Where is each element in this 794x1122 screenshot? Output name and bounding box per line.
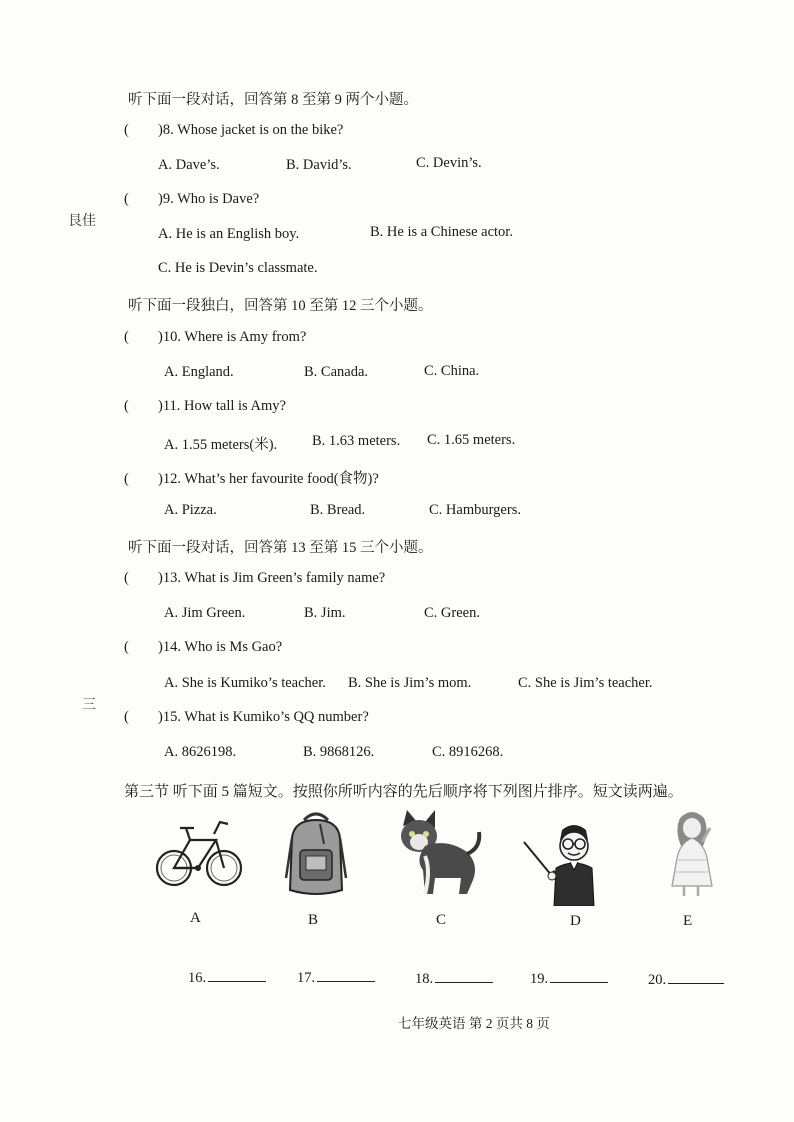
question-stem: )15. What is Kumiko’s QQ number? xyxy=(158,709,369,725)
q10-option-a: A. England. xyxy=(164,364,234,380)
answer-paren[interactable]: ( xyxy=(124,329,129,345)
q15-option-c: C. 8916268. xyxy=(432,744,504,760)
q12-option-b: B. Bread. xyxy=(310,502,366,518)
question-10 xyxy=(124,329,306,346)
q9-option-b: B. He is a Chinese actor. xyxy=(370,224,513,240)
q9-option-c: C. He is Devin’s classmate. xyxy=(158,260,318,276)
picture-e-label: E xyxy=(683,913,693,929)
question-14 xyxy=(124,639,282,656)
question-stem: )11. How tall is Amy? xyxy=(158,398,286,414)
answer-18 xyxy=(415,971,493,988)
answer-17 xyxy=(297,970,375,987)
q13-option-c: C. Green. xyxy=(424,605,480,621)
picture-a-label: A xyxy=(190,910,201,926)
answer-paren[interactable]: ( xyxy=(124,639,129,655)
answer-blank[interactable] xyxy=(317,981,375,982)
part-b-intro: 听下面一段独白，回答第 10 至第 12 三个小题。 xyxy=(128,298,433,314)
q11-option-c: C. 1.65 meters. xyxy=(427,432,516,448)
answer-paren[interactable]: ( xyxy=(124,398,129,414)
picture-c-label: C xyxy=(436,912,447,928)
part-c-intro: 听下面一段对话，回答第 13 至第 15 三个小题。 xyxy=(128,540,433,556)
q14-option-c: C. She is Jim’s teacher. xyxy=(518,675,653,691)
q9-option-a: A. He is an English boy. xyxy=(158,226,300,242)
answer-paren[interactable]: ( xyxy=(124,122,129,138)
girl-icon xyxy=(662,808,722,898)
q10-option-b: B. Canada. xyxy=(304,364,369,380)
question-stem: )8. Whose jacket is on the bike? xyxy=(158,122,344,138)
question-stem: )9. Who is Dave? xyxy=(158,191,260,207)
question-8 xyxy=(124,122,343,139)
answer-paren[interactable]: ( xyxy=(124,709,129,725)
part-a-intro: 听下面一段对话，回答第 8 至第 9 两个小题。 xyxy=(128,92,418,108)
answer-19 xyxy=(530,971,608,988)
section3-title: 第三节 听下面 5 篇短文。按照你所听内容的先后顺序将下列图片排序。短文读两遍。 xyxy=(124,784,683,800)
margin-name-mark: 艮佳 xyxy=(68,214,96,229)
answer-number: 20. xyxy=(648,972,667,988)
question-11 xyxy=(124,398,286,415)
q14-option-a: A. She is Kumiko’s teacher. xyxy=(164,675,326,691)
answer-20 xyxy=(648,972,724,989)
backpack-icon xyxy=(280,808,352,898)
answer-blank[interactable] xyxy=(435,982,493,983)
picture-d-label: D xyxy=(570,913,581,929)
answer-paren[interactable]: ( xyxy=(124,191,129,207)
q11-option-b: B. 1.63 meters. xyxy=(312,433,401,449)
q12-option-a: A. Pizza. xyxy=(164,502,217,518)
bicycle-icon xyxy=(154,812,244,898)
cat-icon xyxy=(395,808,483,898)
picture-b-label: B xyxy=(308,912,319,928)
q13-option-b: B. Jim. xyxy=(304,605,346,621)
answer-number: 17. xyxy=(297,970,316,986)
question-stem: )12. What’s her favourite food(食物)? xyxy=(158,471,379,487)
answer-paren[interactable]: ( xyxy=(124,471,129,487)
question-stem: )10. Where is Amy from? xyxy=(158,329,307,345)
question-stem: )13. What is Jim Green’s family name? xyxy=(158,570,386,586)
q15-option-a: A. 8626198. xyxy=(164,744,237,760)
q8-option-c: C. Devin’s. xyxy=(416,155,482,171)
q12-option-c: C. Hamburgers. xyxy=(429,502,521,518)
q8-option-b: B. David’s. xyxy=(286,157,352,173)
question-15 xyxy=(124,709,369,726)
q8-option-a: A. Dave’s. xyxy=(158,157,220,173)
question-stem: )14. Who is Ms Gao? xyxy=(158,639,283,655)
answer-paren[interactable]: ( xyxy=(124,570,129,586)
answer-number: 16. xyxy=(188,970,207,986)
margin-section-mark: 三 xyxy=(82,698,96,713)
q15-option-b: B. 9868126. xyxy=(303,744,375,760)
q13-option-a: A. Jim Green. xyxy=(164,605,246,621)
answer-blank[interactable] xyxy=(550,982,608,983)
teacher-icon xyxy=(522,820,612,906)
answer-16 xyxy=(188,970,266,987)
page-footer: 七年级英语 第 2 页共 8 页 xyxy=(398,1016,550,1031)
q10-option-c: C. China. xyxy=(424,363,480,379)
answer-number: 19. xyxy=(530,971,549,987)
answer-blank[interactable] xyxy=(668,983,724,984)
answer-blank[interactable] xyxy=(208,981,266,982)
question-12 xyxy=(124,467,379,488)
question-9 xyxy=(124,191,259,208)
q11-option-a: A. 1.55 meters(米). xyxy=(164,437,278,453)
q14-option-b: B. She is Jim’s mom. xyxy=(348,675,472,691)
question-13 xyxy=(124,570,385,587)
answer-number: 18. xyxy=(415,971,434,987)
